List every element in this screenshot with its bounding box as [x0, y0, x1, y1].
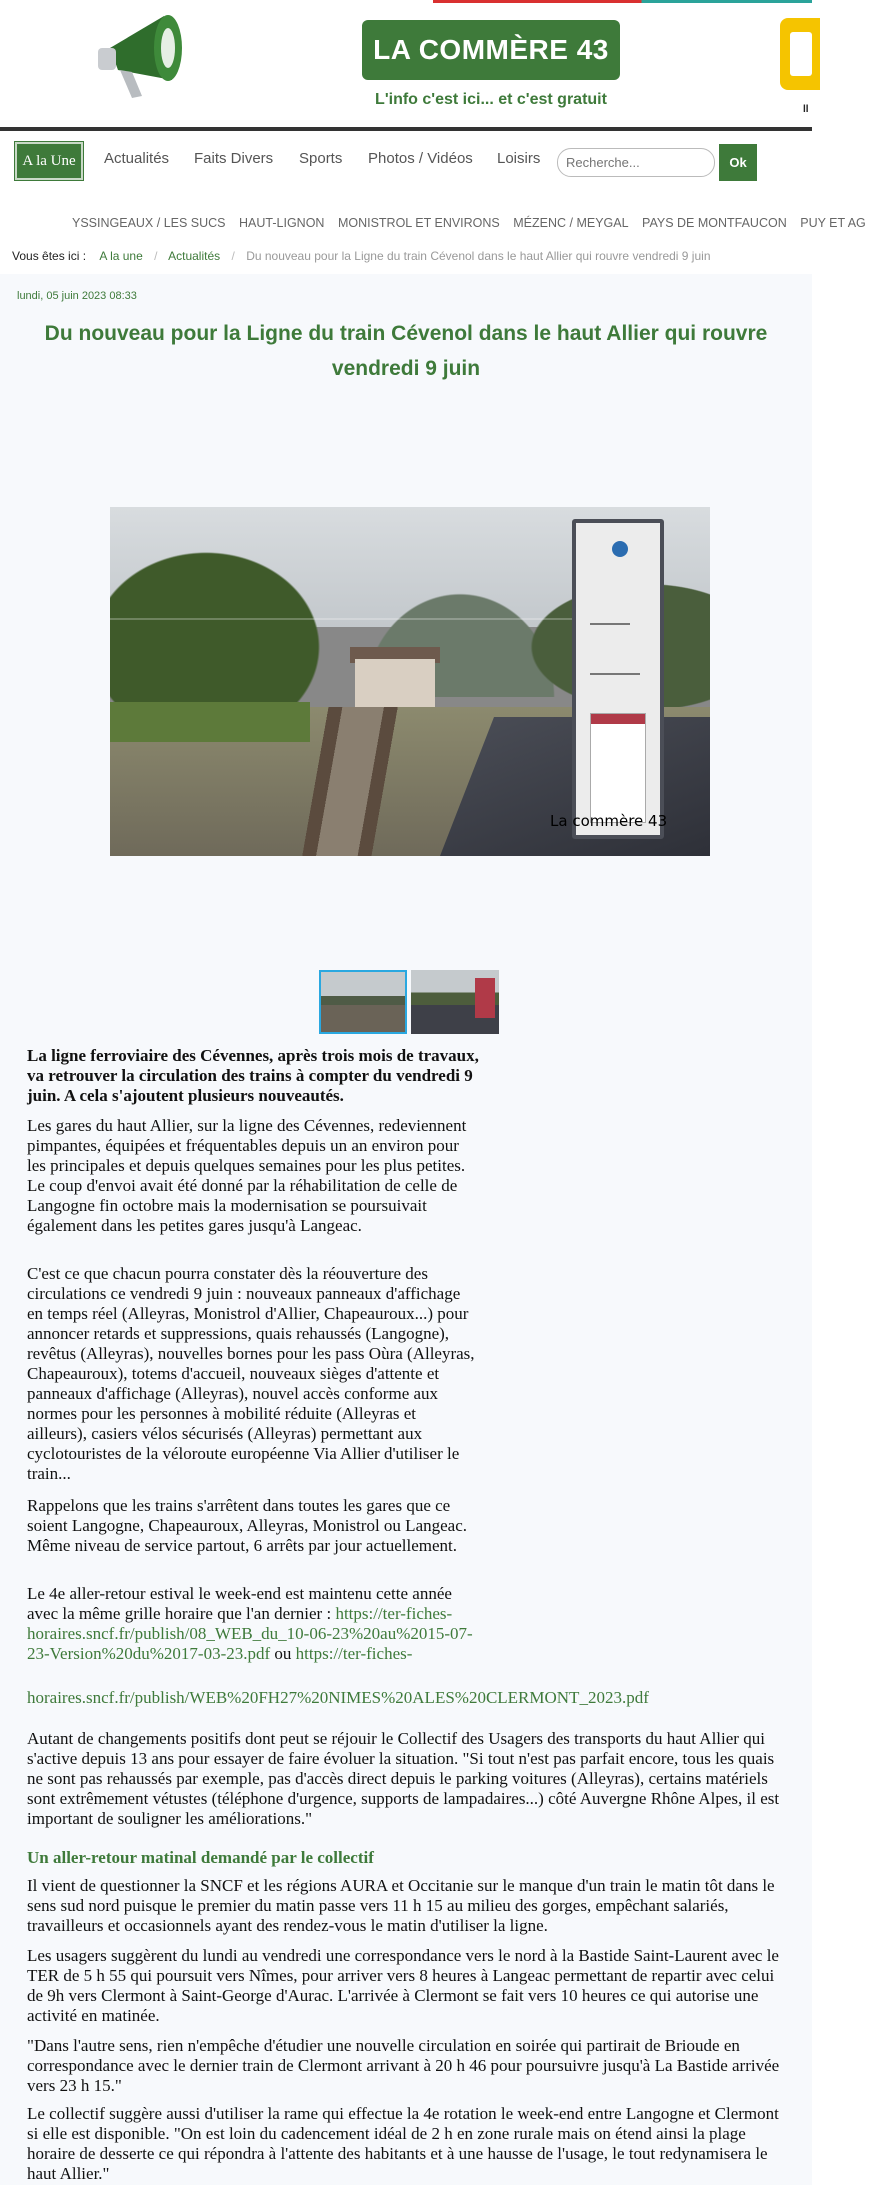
article-paragraph: Autant de changements positifs dont peut se réjouir le Collectif des Usagers des transports du haut Allier qui s'active depuis 13 ans pour essayer de faire évoluer la situation. "Si tout n'est pas parfait encore, tous les quais ne sont pas rehaussés par exemple, pas d'accès direct depuis le parking voitures (Alleyras), certains matériels sont extrêmement vétustes (téléphone d'urgence, supports de lampadaires...) côté Auvergne Rhône Alpes, il est important de souligner les améliorations." [27, 1729, 780, 1828]
region-link[interactable]: PAYS DE MONTFAUCON [642, 216, 787, 230]
article-paragraph [27, 1584, 479, 1664]
breadcrumb [12, 249, 711, 263]
article-paragraph [27, 1688, 791, 1708]
ad-banner[interactable] [780, 18, 820, 90]
region-link[interactable]: YSSINGEAUX / LES SUCS [72, 216, 226, 230]
megaphone-icon [88, 8, 208, 108]
article-photo[interactable] [110, 507, 710, 856]
timetable-link-2-continued[interactable]: horaires.sncf.fr/publish/WEB%20FH27%20NIMES%20ALES%20CLERMONT_2023.pdf [27, 1688, 649, 1707]
timetable-link-2[interactable]: https://ter-fiches- [295, 1644, 413, 1663]
breadcrumb-label: Vous êtes ici : [12, 249, 87, 263]
breadcrumb-link-home[interactable]: A la une [99, 249, 143, 263]
article-paragraph: Il vient de questionner la SNCF et les régions AURA et Occitanie sur le manque d'un train le matin tôt dans le sens sud nord puisque le premier du matin passe vers 11 h 15 au milieu des gorges, empêchant salariés, travailleurs et occasionnels ayant des rendez-vous le matin d'utiliser la ligne. [27, 1876, 775, 1935]
site-header [0, 0, 812, 130]
breadcrumb-link-actualites[interactable]: Actualités [168, 249, 221, 263]
nav-item-sports[interactable]: Sports [299, 150, 343, 167]
top-accent-bar [433, 0, 812, 3]
breadcrumb-current: Du nouveau pour la Ligne du train Cévenol dans le haut Allier qui rouvre vendredi 9 juin [246, 249, 711, 263]
search-button[interactable]: Ok [719, 144, 757, 181]
article-paragraph: "Dans l'autre sens, rien n'empêche d'étudier une nouvelle circulation en soirée qui partirait de Brioude en correspondance avec le dernier train de Clermont arrivant à 20 h 46 pour poursuivre jusqu'à La Bastide arrivée vers 23 h 15." [27, 2036, 780, 2095]
article-date: lundi, 05 juin 2023 08:33 [17, 290, 137, 302]
site-tagline: L'info c'est ici... et c'est gratuit [375, 91, 607, 108]
breadcrumb-separator: / [154, 249, 158, 263]
search-input[interactable] [557, 148, 715, 177]
article-title: Du nouveau pour la Ligne du train Cévenol dans le haut Allier qui rouvre vendredi 9 juin [44, 322, 768, 380]
nav-item-a-la-une[interactable]: A la Une [15, 142, 83, 180]
region-link[interactable]: PUY ET AG [800, 216, 866, 230]
article-paragraph: Rappelons que les trains s'arrêtent dans toutes les gares que ce soient Langogne, Chapeauroux, Alleyras, Monistrol ou Langeac. Même niveau de service partout, 6 arrêts par jour actuellement. [27, 1496, 467, 1555]
ad-banner-label: ll [803, 104, 809, 115]
thumbnail-2[interactable] [411, 970, 499, 1034]
article-paragraph: C'est ce que chacun pourra constater dès la réouverture des circulations ce vendredi 9 juin : nouveaux panneaux d'affichage en temps réel (Alleyras, Monistrol d'Allier, Chapeauroux...) pour annoncer retards et suppressions, quais rehaussés (Langogne), revêtus (Alleyras), nouvelles bornes pour les pass Oùra (Alleyras, Chapeauroux), totems d'accueil, nouveaux sièges d'attente et panneaux d'affichage (Alleyras), nouvel accès conforme aux normes pour les personnes à mobilité réduite (Alleyras et ailleurs), casiers vélos sécurisés (Alleyras) permettant aux cyclotouristes de la véloroute européenne Via Allier d'utiliser le train... [27, 1264, 475, 1483]
thumbnail-1[interactable] [319, 970, 407, 1034]
nav-item-actualites[interactable]: Actualités [104, 150, 170, 167]
region-nav [72, 216, 876, 230]
paragraph-text: ou [270, 1644, 296, 1663]
nav-item-faits-divers[interactable]: Faits Divers [194, 150, 274, 167]
nav-item-loisirs[interactable]: Loisirs [497, 150, 541, 167]
main-nav [0, 131, 812, 191]
region-link[interactable]: HAUT-LIGNON [239, 216, 325, 230]
breadcrumb-separator: / [231, 249, 235, 263]
article-paragraph: Le collectif suggère aussi d'utiliser la rame qui effectue la 4e rotation le week-end entre Langogne et Clermont si elle est disponible. "On est loin du cadencement idéal de 2 h en zone rurale mais on étend ainsi la plage horaire de desserte ce qui répondra à l'attente des habitants et à une hausse de l'usage, le tout redynamisera le haut Allier." [27, 2104, 779, 2183]
article-paragraph: Les gares du haut Allier, sur la ligne des Cévennes, redeviennent pimpantes, équipées et fréquentables depuis un an environ pour les principales et depuis quelques semaines pour les plus petites. Le coup d'envoi avait été donné par la réhabilitation de celle de Langogne fin octobre mais la modernisation se poursuivait également dans les petites gares jusqu'à Langeac. [27, 1116, 467, 1235]
station-sign [572, 519, 664, 839]
region-link[interactable]: MONISTROL ET ENVIRONS [337, 216, 500, 230]
paragraph-text: Le 4e aller-retour estival le week-end est maintenu cette année avec la même grille horaire que l'an dernier : [27, 1584, 452, 1623]
region-link[interactable]: MÉZENC / MEYGAL [513, 216, 629, 230]
nav-item-photos-videos[interactable]: Photos / Vidéos [368, 150, 473, 167]
site-logo[interactable]: LA COMMÈRE 43 [362, 20, 620, 80]
article-subheading: Un aller-retour matinal demandé par le collectif [27, 1848, 374, 1867]
article-lead: La ligne ferroviaire des Cévennes, après trois mois de travaux, va retrouver la circulation des trains à compter du vendredi 9 juin. A cela s'ajoutent plusieurs nouveautés. [27, 1046, 479, 1105]
article-paragraph: Les usagers suggèrent du lundi au vendredi une correspondance vers le nord à la Bastide Saint-Laurent avec le TER de 5 h 55 qui poursuit vers Nîmes, pour arriver vers 8 heures à Langeac permettant de repartir avec celui de 9h vers Clermont à Saint-George d'Aurac. L'arrivée à Clermont se fait vers 10 heures ce qui autorise une activité en matinée. [27, 1946, 779, 2025]
timetable-link-1[interactable]: https://ter-fiches-horaires.sncf.fr/publish/08_WEB_du_10-06-23%20au%2015-07-23-Version%20du%2017-03-23.pdf [27, 1604, 473, 1663]
photo-watermark: La commère 43 [550, 812, 668, 830]
